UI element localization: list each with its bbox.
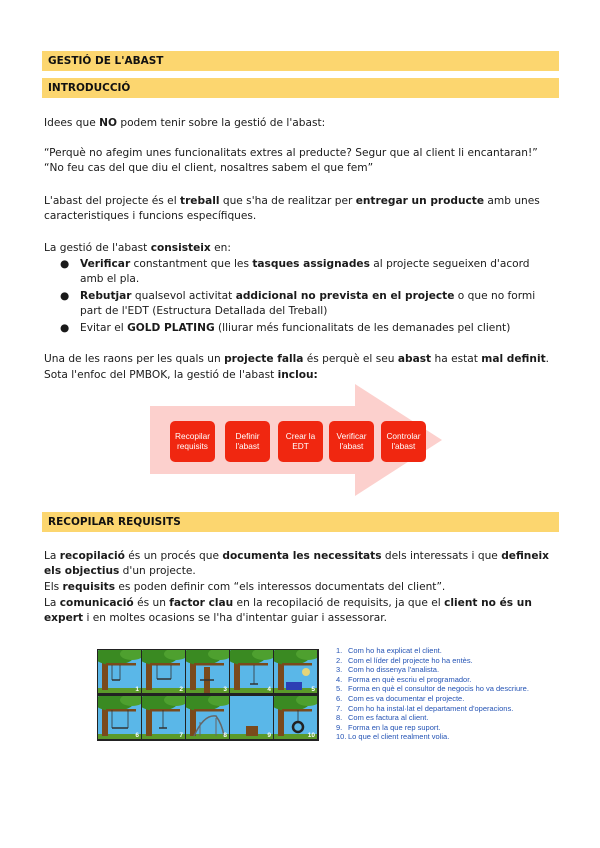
comic-panel-number: 8 bbox=[223, 732, 227, 739]
comic-caption-list bbox=[336, 646, 536, 742]
list-item: 8. Com es factura al client. bbox=[336, 713, 429, 723]
fail-reasons: Una de les raons per les quals un projecte falla és perquè el seu abast ha estat mal definit. bbox=[44, 353, 550, 365]
bullet-verify: ● Verificar constantment que les tasques assignades al projecte segueixen d'acord amb el pla. bbox=[60, 258, 530, 285]
comic-panel-number: 6 bbox=[135, 732, 139, 739]
consists-intro: La gestió de l'abast consisteix en: bbox=[44, 242, 231, 254]
list-item: 4. Forma en què escriu el programador. bbox=[336, 674, 472, 684]
tree-swing-comic bbox=[97, 649, 319, 741]
comic-panel bbox=[98, 650, 141, 693]
comic-panel bbox=[142, 696, 185, 739]
bullet-reject: ● Rebutjar qualsevol activitat addicional no prevista en el projecte o que no formi part de l'EDT (Estructura Detallada del Treball) bbox=[60, 290, 536, 317]
comic-panel bbox=[230, 696, 273, 739]
bullet-gold-plating: ● Evitar el GOLD PLATING (lliurar més funcionalitats de les demanades pel client) bbox=[60, 322, 511, 334]
list-item: 2. Com el líder del projecte ho ha entès. bbox=[336, 655, 473, 665]
list-item: 7. Com ho ha instal·lat el departament d'operacions. bbox=[336, 703, 514, 713]
list-item: 1. Com ho ha explicat el client. bbox=[336, 646, 442, 655]
ideas-intro: Idees que NO podem tenir sobre la gestió de l'abast: bbox=[44, 117, 326, 129]
comic-panel bbox=[142, 650, 185, 693]
comic-panel bbox=[230, 650, 273, 693]
step-create-wbs: Crear la EDT bbox=[278, 421, 323, 462]
list-item: 10. Lo que el client realment volia. bbox=[336, 732, 450, 742]
comic-panel bbox=[186, 650, 229, 693]
scope-definition: L'abast del projecte és el treball que s'ha de realitzar per entregar un producte amb unes caracteristiques i funcions específiques. bbox=[44, 195, 540, 222]
comic-panel-number: 5 bbox=[311, 686, 315, 693]
step-collect-requirements: Recopilar requisits bbox=[170, 421, 215, 462]
list-item: 3. Com ho dissenya l'analista. bbox=[336, 665, 440, 675]
section-title: GESTIÓ DE L'ABAST bbox=[42, 51, 559, 71]
comic-panel-number: 1 bbox=[135, 686, 139, 693]
comic-panel-number: 2 bbox=[179, 686, 183, 693]
quote-1: “Perquè no afegim unes funcionalitats extres al preducte? Segur que al client li encantaran!” bbox=[44, 147, 538, 159]
comic-panel bbox=[186, 696, 229, 739]
requirements-paragraph: Els requisits es poden definir com “els interessos documentats del client”. bbox=[44, 581, 446, 593]
list-item: 9. Forma en la que rep suport. bbox=[336, 722, 441, 732]
step-control-scope: Controlar l'abast bbox=[381, 421, 426, 462]
comic-panel bbox=[274, 696, 317, 739]
list-item: 6. Com es va documentar el projecte. bbox=[336, 693, 465, 703]
comic-panel-number: 3 bbox=[223, 686, 227, 693]
comic-panel-number: 4 bbox=[267, 686, 271, 693]
comic-panel bbox=[274, 650, 317, 693]
step-verify-scope: Verificar l'abast bbox=[329, 421, 374, 462]
quote-2: “No feu cas del que diu el client, nosaltres sabem el que fem” bbox=[44, 162, 374, 174]
communication-paragraph: La comunicació és un factor clau en la recopilació de requisits, ja que el client no és un expert i en moltes ocasions se l'ha d'intentar guiar i assessorar. bbox=[44, 597, 532, 624]
step-define-scope: Definir l'abast bbox=[225, 421, 270, 462]
comic-panel-number: 10 bbox=[307, 732, 315, 739]
comic-panel bbox=[98, 696, 141, 739]
section-subtitle: INTRODUCCIÓ bbox=[42, 78, 559, 98]
comic-panel-number: 7 bbox=[179, 732, 183, 739]
pmbok-intro: Sota l'enfoc del PMBOK, la gestió de l'abast inclou: bbox=[44, 369, 318, 381]
section-title-requirements: RECOPILAR REQUISITS bbox=[42, 512, 559, 532]
collection-paragraph: La recopilació és un procés que documenta les necessitats dels interessats i que defineix els objectius d'un projecte. bbox=[44, 550, 549, 577]
comic-panel-number: 9 bbox=[267, 732, 271, 739]
list-item: 5. Forma en què el consultor de negocis ho va descriure. bbox=[336, 684, 529, 694]
